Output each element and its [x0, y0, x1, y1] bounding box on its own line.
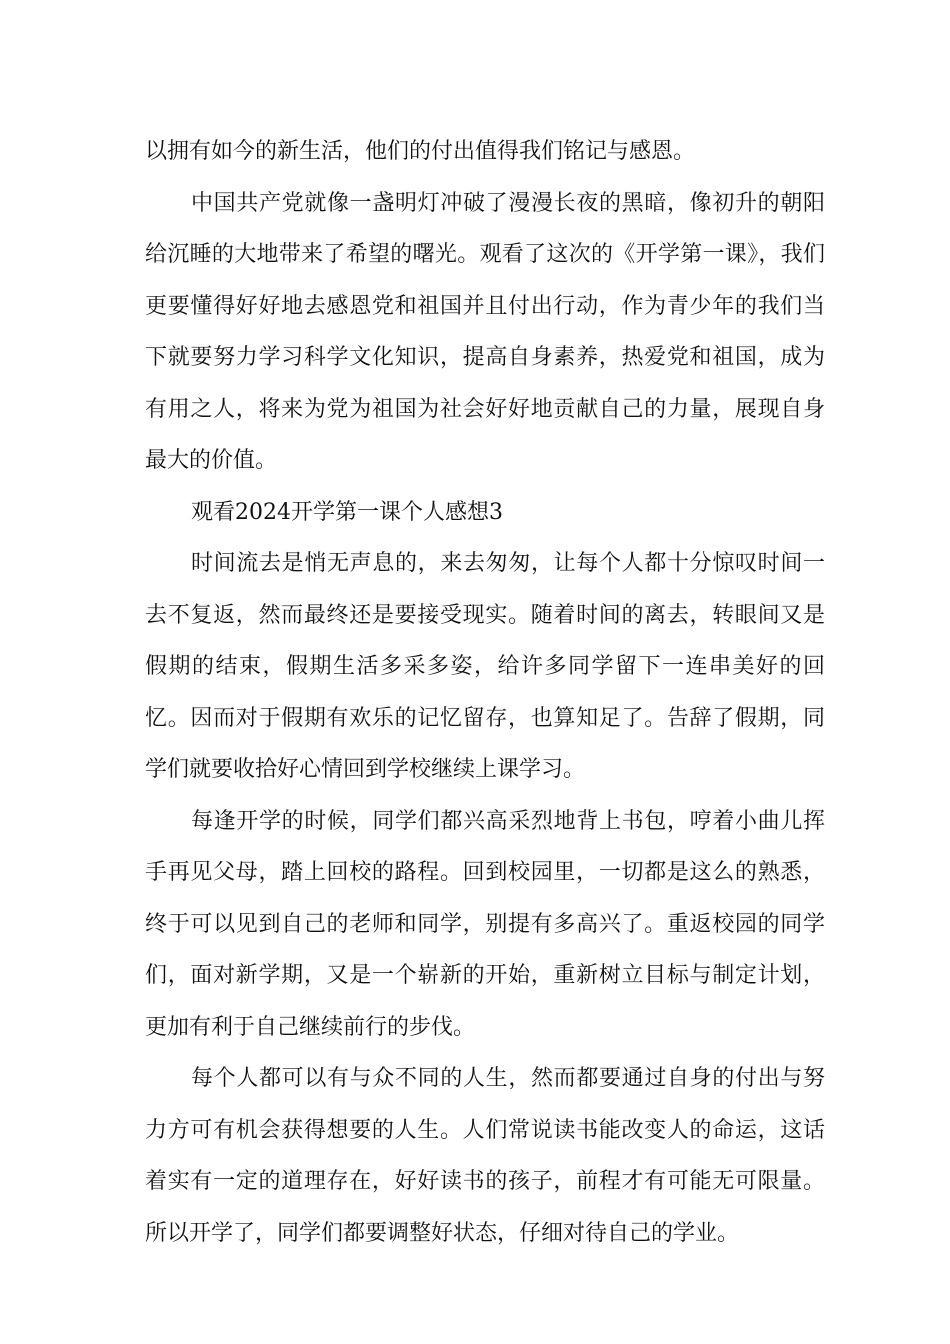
- paragraph-5: 每个人都可以有与众不同的人生，然而都要通过自身的付出与努力方可有机会获得想要的人生。人们常说读书能改变人的命运，这话着实有一定的道理存在，好好读书的孩子，前程才有可能无可限量。所以开学了，同学们都要调整好状态，仔细对待自己的学业。: [145, 1066, 825, 1246]
- paragraph-4: 每逢开学的时候，同学们都兴高采烈地背上书包，哼着小曲儿挥手再见父母，踏上回校的路程。回到校园里，一切都是这么的熟悉，终于可以见到自己的老师和同学，别提有多高兴了。重返校园的同学们，面对新学期，又是一个崭新的开始，重新树立目标与制定计划，更加有利于自己继续前行的步伐。: [145, 808, 825, 1040]
- paragraph-2: 中国共产党就像一盏明灯冲破了漫漫长夜的黑暗，像初升的朝阳给沉睡的大地带来了希望的曙光。观看了这次的《开学第一课》，我们更要懂得好好地去感恩党和祖国并且付出行动，作为青少年的我们当下就要努力学习科学文化知识，提高自身素养，热爱党和祖国，成为有用之人，将来为党为祖国为社会好好地贡献自己的力量，展现自身最大的价值。: [145, 190, 825, 473]
- section-heading: 观看2024开学第一课个人感想3: [191, 499, 503, 525]
- paragraph-1: 以拥有如今的新生活，他们的付出值得我们铭记与感恩。: [145, 139, 696, 164]
- paragraph-3: 时间流去是悄无声息的，来去匆匆，让每个人都十分惊叹时间一去不复返，然而最终还是要接受现实。随着时间的离去，转眼间又是假期的结束，假期生活多采多姿，给许多同学留下一连串美好的回忆。因而对于假期有欢乐的记忆留存，也算知足了。告辞了假期，同学们就要收拾好心情回到学校继续上课学习。: [145, 551, 825, 782]
- document-body: [145, 126, 825, 1259]
